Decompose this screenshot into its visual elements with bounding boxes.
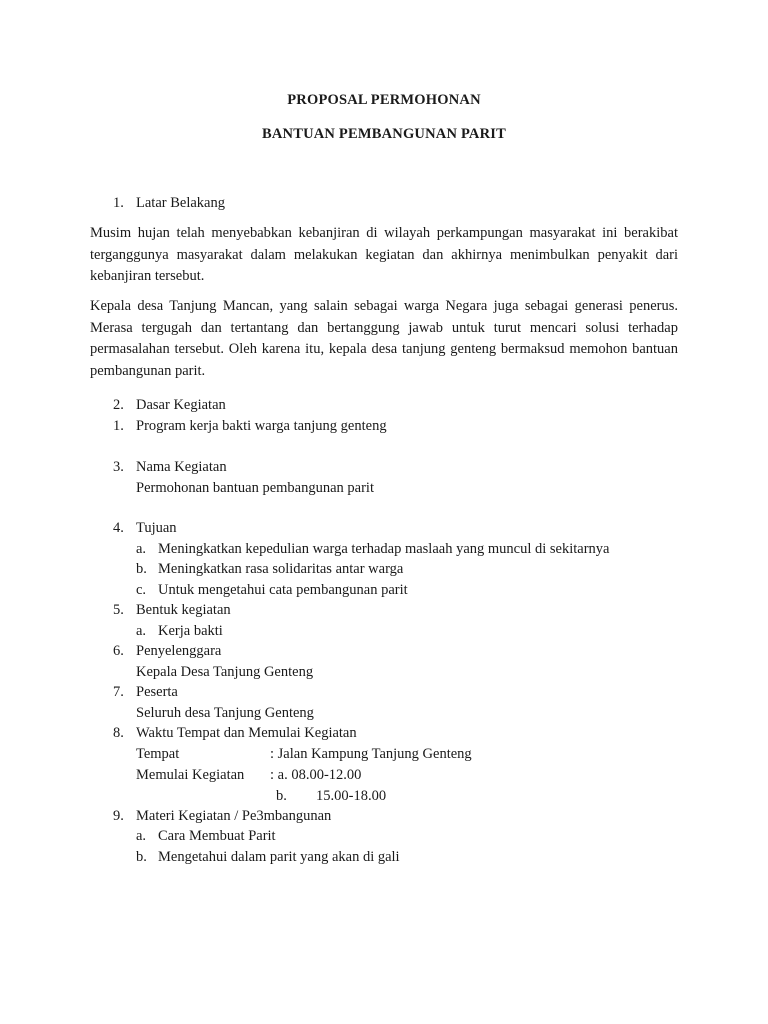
section-4-item-b-text: Meningkatkan rasa solidaritas antar warga — [158, 561, 404, 577]
section-2-item-text: Program kerja bakti warga tanjung genteng — [136, 418, 387, 434]
start-value-a: : a. 08.00-12.00 — [270, 767, 362, 783]
section-7-detail: Seluruh desa Tanjung Genteng — [136, 705, 314, 721]
section-2-item-number: 1. — [113, 418, 124, 434]
section-9-heading: Materi Kegiatan / Pe3mbangunan — [136, 808, 332, 824]
section-7-heading: Peserta — [136, 684, 178, 700]
section-4-item-b-marker: b. — [136, 561, 147, 577]
background-paragraph-2: Kepala desa Tanjung Mancan, yang salain sebagai warga Negara juga sebagai generasi penerus. Merasa tergugah dan tertantang dan bertanggung jawab untuk turut mencari solusi terhadap permasalahan tersebut. Oleh karena itu, kepala desa tanjung genteng bermaksud memohon bantuan pembangunan parit. — [90, 298, 678, 379]
section-3-heading: Nama Kegiatan — [136, 459, 227, 475]
place-value: : Jalan Kampung Tanjung Genteng — [270, 746, 472, 762]
section-5-item-text: Kerja bakti — [158, 623, 223, 639]
start-marker-b: b. — [276, 788, 287, 804]
section-4-heading: Tujuan — [136, 520, 177, 536]
section-9-item-b-marker: b. — [136, 849, 147, 865]
start-label: Memulai Kegiatan — [136, 767, 245, 783]
background-paragraph-1: Musim hujan telah menyebabkan kebanjiran di wilayah perkampungan masyarakat ini berakibat terganggunya masyarakat dalam melakukan kegiatan dan akhirnya menimbulkan penyakit dari kebanjiran tersebut. — [90, 225, 678, 284]
section-2-number: 2. — [113, 397, 124, 413]
section-9-item-b-text: Mengetahui dalam parit yang akan di gali — [158, 849, 400, 865]
section-9-number: 9. — [113, 808, 124, 824]
section-5-number: 5. — [113, 602, 124, 618]
section-9-item-a-text: Cara Membuat Parit — [158, 828, 276, 844]
section-1-heading: Latar Belakang — [136, 195, 225, 211]
section-9-item-a-marker: a. — [136, 828, 147, 844]
section-8-number: 8. — [113, 725, 124, 741]
document-title: PROPOSAL PERMOHONAN — [287, 92, 481, 108]
place-label: Tempat — [136, 746, 180, 762]
section-4-item-a-text: Meningkatkan kepedulian warga terhadap maslaah yang muncul di sekitarnya — [158, 541, 610, 557]
section-3-detail: Permohonan bantuan pembangunan parit — [136, 480, 374, 496]
section-7-number: 7. — [113, 684, 124, 700]
section-6-detail: Kepala Desa Tanjung Genteng — [136, 664, 314, 680]
section-5-item-marker: a. — [136, 623, 147, 639]
section-4-item-c-text: Untuk mengetahui cata pembangunan parit — [158, 582, 408, 598]
section-8-heading: Waktu Tempat dan Memulai Kegiatan — [136, 725, 357, 741]
section-3-number: 3. — [113, 459, 124, 475]
section-6-heading: Penyelenggara — [136, 643, 222, 659]
start-value-b: 15.00-18.00 — [316, 788, 387, 804]
section-5-heading: Bentuk kegiatan — [136, 602, 231, 618]
section-4-number: 4. — [113, 520, 124, 536]
section-1-number: 1. — [113, 195, 124, 211]
section-4-item-a-marker: a. — [136, 541, 147, 557]
section-2-heading: Dasar Kegiatan — [136, 397, 226, 413]
document-subtitle: BANTUAN PEMBANGUNAN PARIT — [262, 126, 506, 142]
section-6-number: 6. — [113, 643, 124, 659]
section-4-item-c-marker: c. — [136, 582, 147, 598]
